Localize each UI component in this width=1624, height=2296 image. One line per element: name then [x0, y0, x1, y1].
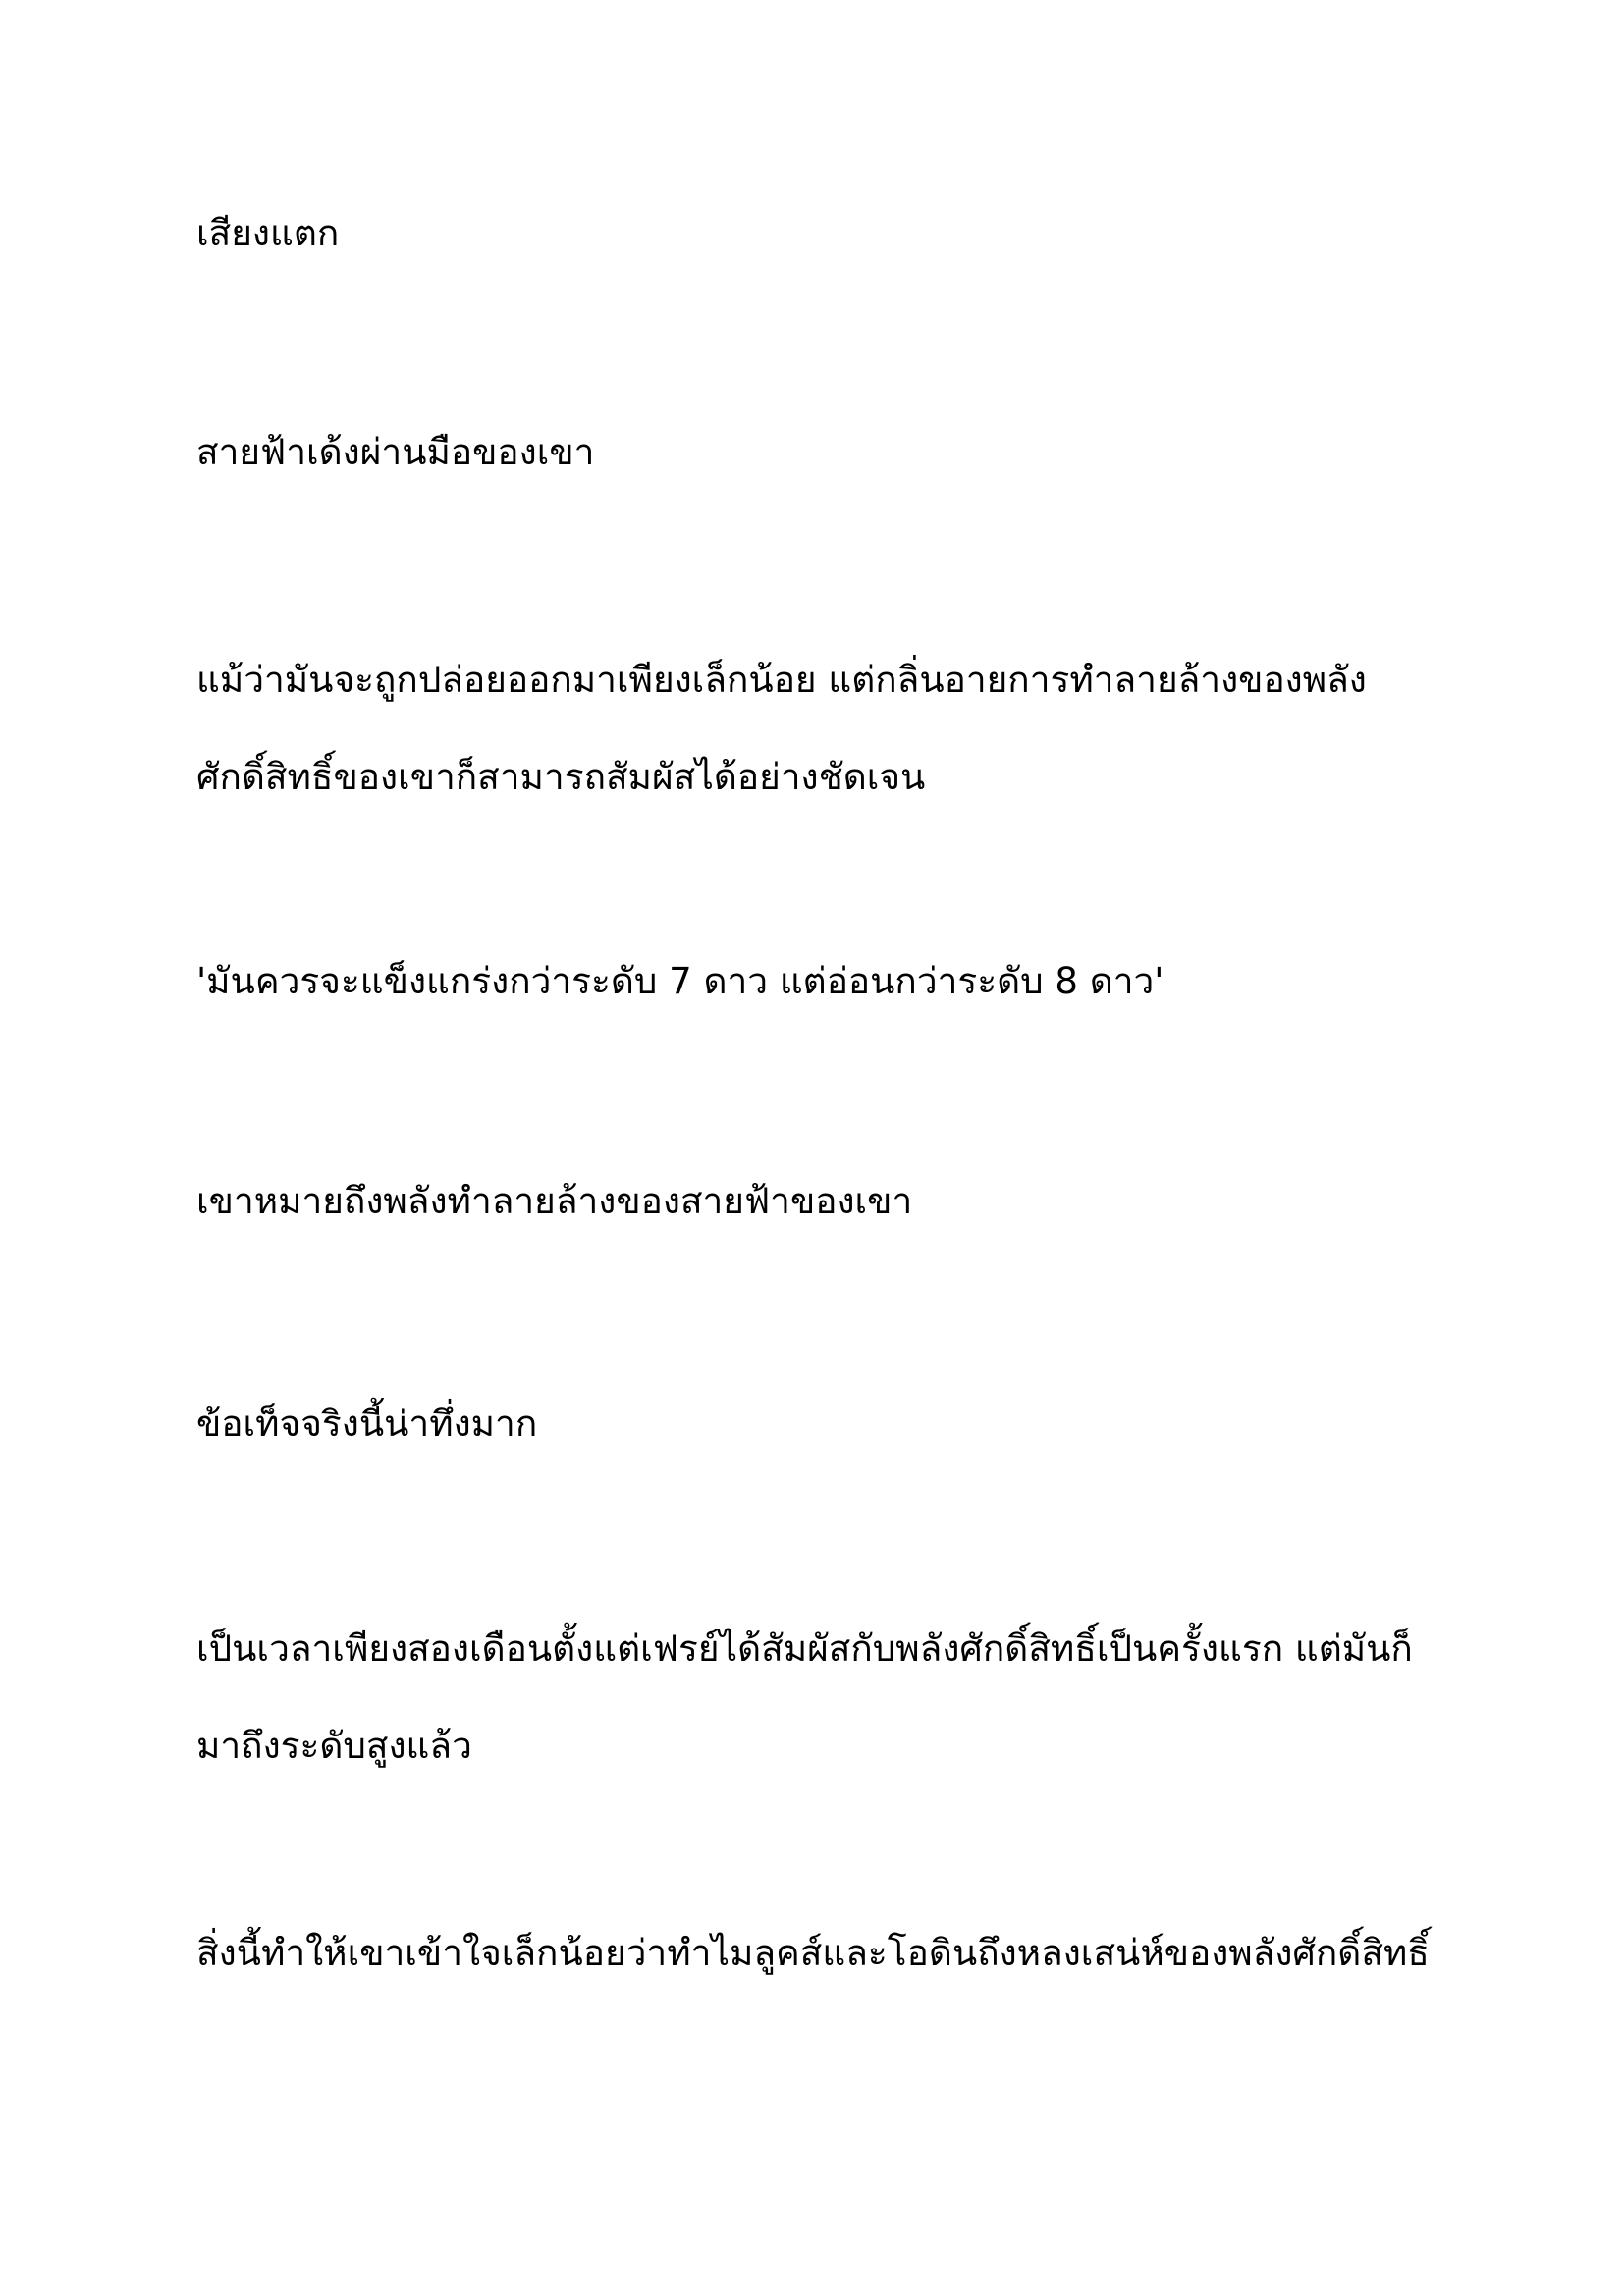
paragraph [196, 933, 1434, 1030]
text-line: สายฟ้าเด้งผ่านมือของเขา [196, 431, 595, 473]
text-line: เขาหมายถึงพลังทำลายล้างของสายฟ้าของเขา [196, 1180, 913, 1222]
paragraph [196, 1152, 1434, 1250]
text-line: สิ่งนี้ทำให้เขาเข้าใจเล็กน้อยว่าทำไมลูคส์และโอดินถึงหลงเสน่ห์ของพลังศักดิ์สิทธิ์ [196, 1932, 1430, 1974]
text-line: แม้ว่ามันจะถูกปล่อยออกมาเพียงเล็กน้อย แต่กลิ่นอายการทำลายล้างของพลัง [196, 659, 1367, 701]
paragraph [196, 1375, 1434, 1472]
paragraph [196, 185, 1434, 282]
paragraph [196, 1600, 1434, 1794]
text-line: เป็นเวลาเพียงสองเดือนตั้งแต่เฟรย์ได้สัมผัสกับพลังศักดิ์สิทธิ์เป็นครั้งแรก แต่มันก็ [196, 1628, 1413, 1670]
text-line: ศักดิ์สิทธิ์ของเขาก็สามารถสัมผัสได้อย่างชัดเจน [196, 756, 926, 798]
text-line: มาถึงระดับสูงแล้ว [196, 1725, 472, 1767]
text-line: 'มันควรจะแข็งแกร่งกว่าระดับ 7 ดาว แต่อ่อนกว่าระดับ 8 ดาว' [196, 960, 1164, 1002]
paragraph [196, 1904, 1434, 2002]
text-line: เสียงแตก [196, 212, 340, 254]
paragraph [196, 403, 1434, 501]
paragraph [196, 631, 1434, 826]
text-line: ข้อเท็จจริงนี้น่าทึ่งมาก [196, 1403, 538, 1445]
